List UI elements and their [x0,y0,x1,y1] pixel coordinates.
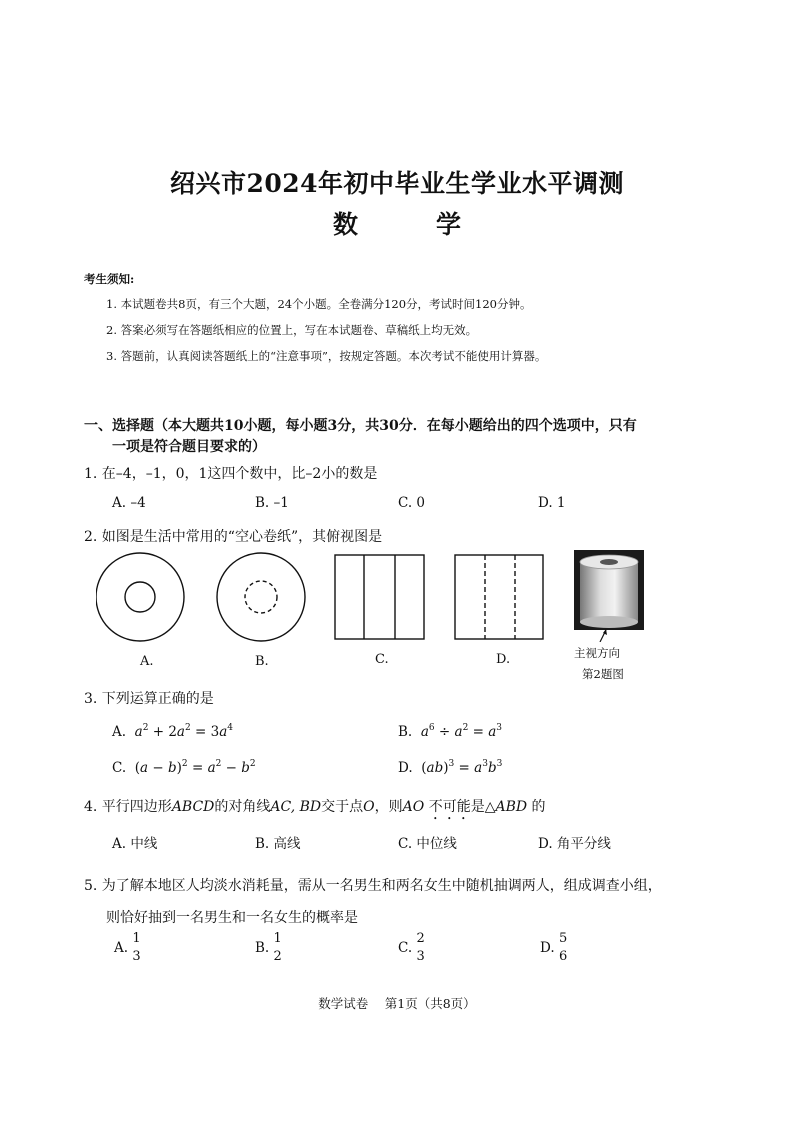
q5-option-a [114,930,141,966]
q3-option-b [398,724,502,740]
q4-stem-mid3: ，则 [374,799,403,815]
q5-letter-b: B. [255,940,270,956]
q3-option-d [398,760,502,776]
q5-fraction-b [274,930,282,966]
q4-stem-pre: 4. 平行四边形 [84,799,172,815]
q5-letter-d: D. [540,940,555,956]
figure-a-ring [96,553,184,641]
notice-item-3: 3. 答题前，认真阅读答题纸上的“注意事项”，按规定答题。本次考试不能使用计算器。 [106,349,547,363]
subject-title [0,205,794,241]
q3-expr-c: $(a - b)^2 = a^2 - b^2$ [134,759,256,776]
q5-frac-b-den: 2 [273,949,282,964]
q5-option-d [540,930,567,966]
q5-option-c [398,930,425,966]
q4-var-o: O [363,799,375,815]
q1-option-a: A. –4 [112,495,146,511]
subject-char-2: 学 [436,210,462,239]
q5-fraction-a [132,930,140,966]
q3-expr-d: $(ab)^3 = a^3b^3$ [421,759,503,776]
q3-option-a [112,724,233,740]
q4-option-a: A. 中线 [112,836,158,852]
q3-letter-c: C. [112,760,127,776]
figure-b-ring [217,553,305,641]
q5-frac-b-num: 1 [273,931,282,946]
q5-frac-c-den: 3 [416,949,425,964]
q5-frac-c-num: 2 [416,931,425,946]
q4-stem-post: 的 [531,799,546,815]
q5-option-b [255,930,282,966]
q5-letter-a: A. [114,940,129,956]
q4-var-abcd: ABCD [171,799,215,815]
q3-expr-b: $a^6 \div a^2 = a^3$ [420,723,503,740]
q4-stem-mid4: 是 [470,799,485,815]
q3-stem: 3. 下列运算正确的是 [84,691,214,707]
q3-letter-d: D. [398,760,413,776]
q5-frac-d-num: 5 [558,931,568,946]
q2-stem: 2. 如图是生活中常用的“空心卷纸”，其俯视图是 [84,529,383,545]
q4-var-ao: AO [402,799,425,815]
q4-var-acbd: AC, BD [270,799,322,815]
q4-stem [84,796,546,823]
q4-stem-mid1: 的对角线 [214,799,271,815]
q5-stem-line2: 则恰好抽到一名男生和一名女生的概率是 [106,910,358,926]
q2-label-c: C. [375,652,389,667]
notice-item-1: 1. 本试题卷共8页，有三个大题，24个小题。全卷满分120分，考试时间120分钟。 [106,297,532,311]
q1-option-c: C. 0 [398,495,426,511]
q4-option-d: D. 角平分线 [538,836,611,852]
q3-expr-a: $a^2 + 2a^2 = 3a^4$ [134,723,233,740]
q3-letter-b: B. [398,724,413,740]
q5-stem-line1: 5. 为了解本地区人均淡水消耗量，需从一名男生和两名女生中随机抽调两人，组成调查小组， [84,878,662,894]
section-heading-line2: 一项是符合题目要求的） [112,439,266,455]
q5-frac-a-den: 3 [132,949,141,964]
q1-option-d: D. 1 [538,495,566,511]
notice-item-2: 2. 答案必须写在答题纸相应的位置上，写在本试题卷、草稿纸上均无效。 [106,323,478,337]
q4-emphasis: 不可能 [428,799,471,815]
q4-option-c: C. 中位线 [398,836,457,852]
q2-label-d: D. [496,652,511,667]
q4-option-b: B. 高线 [255,836,301,852]
q5-fraction-c [416,930,424,966]
q2-label-a: A. [140,654,154,669]
notice-heading: 考生须知: [84,272,135,286]
page-footer: 数学试卷 第1页（共8页） [318,996,476,1011]
q5-frac-d-den: 6 [558,949,568,964]
q3-option-c [112,760,256,776]
q4-stem-mid2: 交于点 [321,799,364,815]
q4-var-abd: △ABD [484,799,528,815]
q2-figures [96,548,656,648]
q3-letter-a: A. [112,724,127,740]
q2-photo-caption: 主视方向 [574,646,620,660]
paper-title: 绍兴市2024年初中毕业生学业水平调测 [169,169,625,198]
q2-label-b: B. [255,654,269,669]
subject-char-1: 数 [332,210,358,239]
section-heading-line1: 一、选择题（本大题共10小题，每小题3分，共30分．在每小题给出的四个选项中，只有 [84,418,637,434]
q5-fraction-d [559,930,567,966]
figure-c-rectangle [335,555,424,639]
q1-stem: 1. 在–4，–1，0，1这四个数中，比–2小的数是 [84,466,378,482]
figure-d-rectangle [455,555,543,639]
q2-figure-caption: 第2题图 [582,667,624,681]
q5-letter-c: C. [398,940,413,956]
q1-option-b: B. –1 [255,495,289,511]
paper-roll-photo [574,550,644,642]
q5-frac-a-num: 1 [132,931,141,946]
